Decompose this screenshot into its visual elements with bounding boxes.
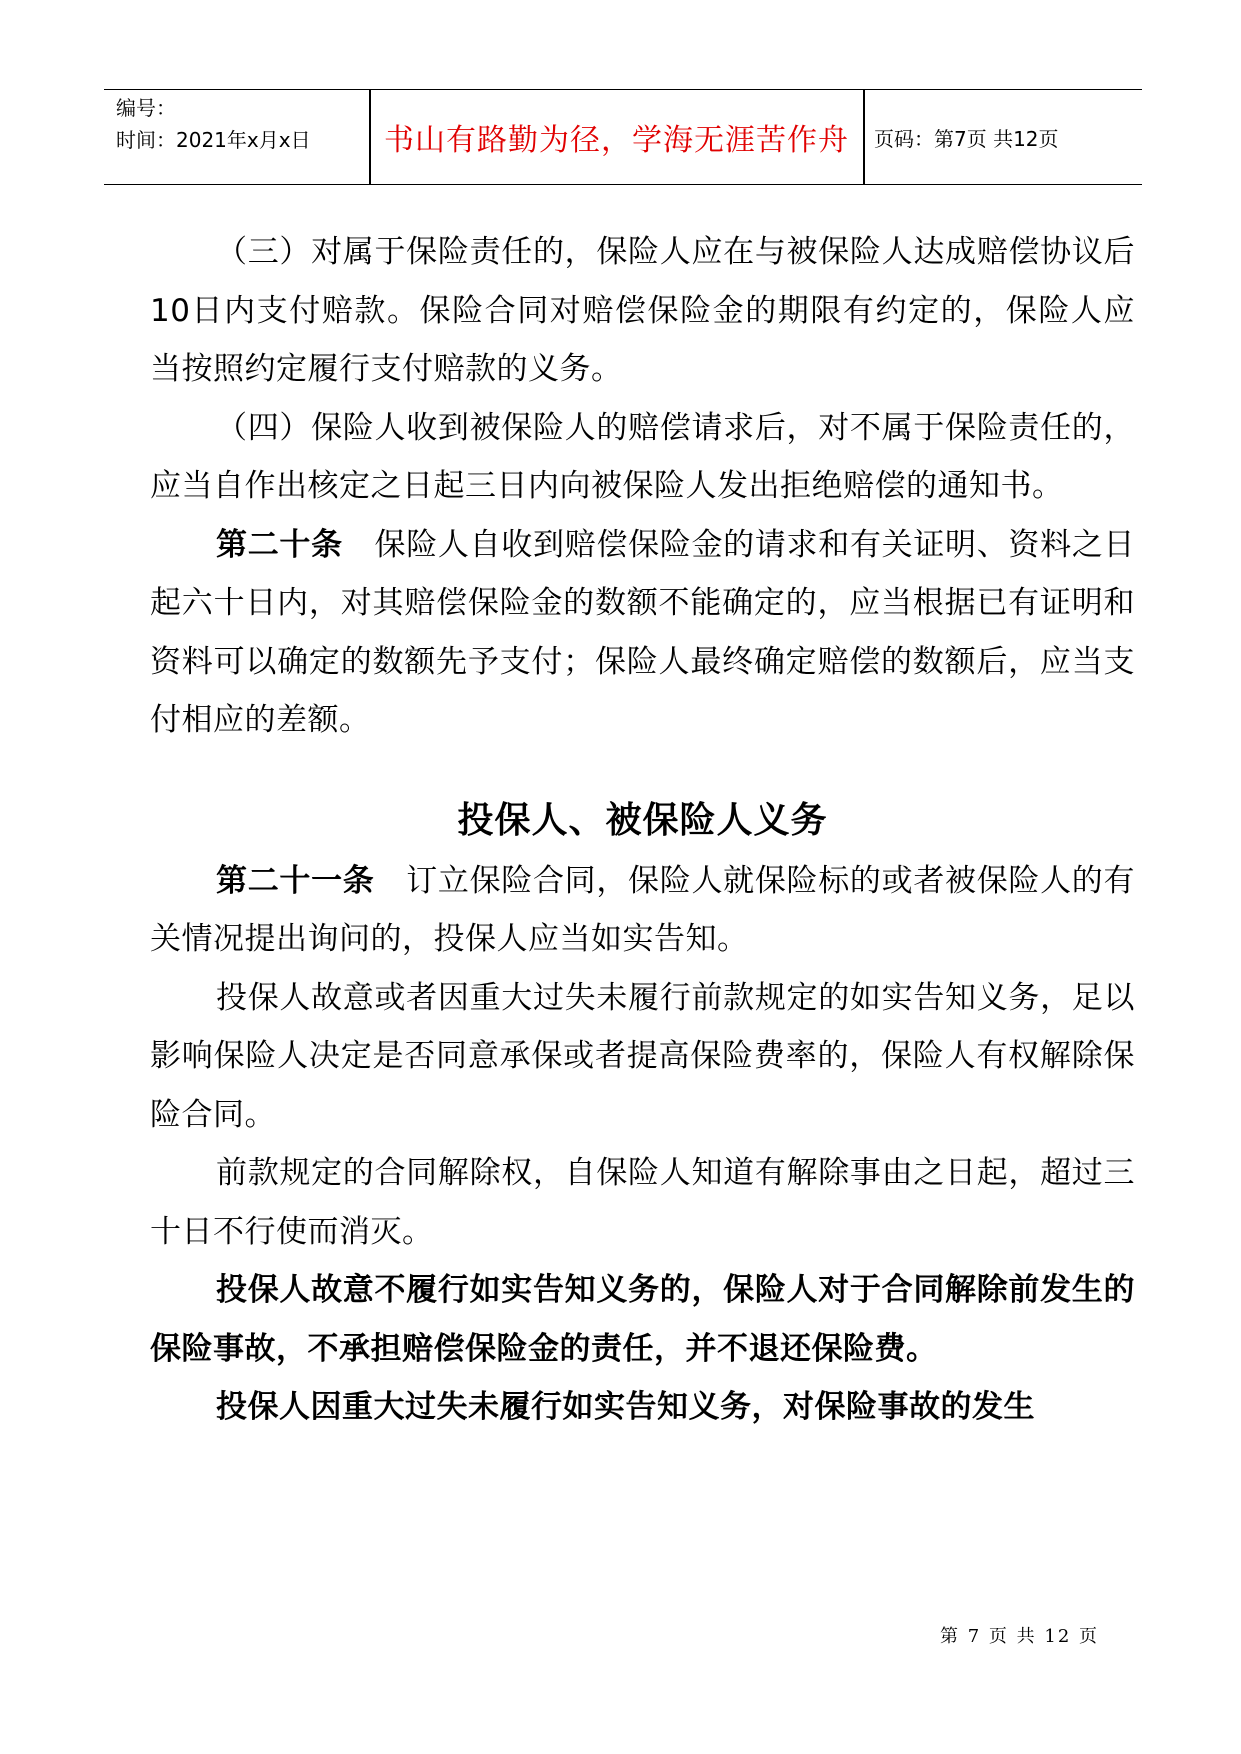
page-header [104, 89, 1142, 185]
paragraph-clause-4: （四）保险人收到被保险人的赔偿请求后，对不属于保险责任的，应当自作出核定之日起三日内向被保险人发出拒绝赔偿的通知书。 [150, 409, 1135, 504]
paragraph-clause-3: （三）对属于保险责任的，保险人应在与被保险人达成赔偿协议后10日内支付赔款。保险合同对赔偿保险金的期限有约定的，保险人应当按照约定履行支付赔款的义务。 [150, 234, 1135, 387]
header-divider [863, 90, 865, 184]
header-code-label: 编号： [116, 96, 176, 120]
header-time-label: 时间：2021年x月x日 [116, 128, 311, 152]
article-20-text: 保险人自收到赔偿保险金的请求和有关证明、资料之日起六十日内，对其赔偿保险金的数额不能确定的，应当根据已有证明和资料可以确定的数额先予支付；保险人最终确定赔偿的数额后，应当支付相应的差额。 [150, 526, 1136, 738]
paragraph-intentional-breach: 投保人故意不履行如实告知义务的，保险人对于合同解除前发生的保险事故，不承担赔偿保险金的责任，并不退还保险费。 [150, 1272, 1135, 1367]
header-meta [116, 92, 311, 156]
paragraph-disclosure-duty: 投保人故意或者因重大过失未履行前款规定的如实告知义务，足以影响保险人决定是否同意承保或者提高保险费率的，保险人有权解除保险合同。 [150, 979, 1135, 1133]
paragraph-termination-right: 前款规定的合同解除权，自保险人知道有解除事由之日起，超过三十日不行使而消灭。 [150, 1155, 1135, 1250]
article-21-text: 订立保险合同，保险人就保险标的或者被保险人的有关情况提出询问的，投保人应当如实告知。 [150, 862, 1136, 957]
paragraph-gross-negligence: 投保人因重大过失未履行如实告知义务，对保险事故的发生 [216, 1389, 1035, 1425]
page-footer: 第 7 页 共 12 页 [940, 1626, 1099, 1647]
header-motto: 书山有路勤为径，学海无涯苦作舟 [384, 123, 849, 158]
section-title: 投保人、被保险人义务 [457, 798, 828, 841]
article-21 [150, 852, 1135, 969]
article-20 [150, 516, 1135, 750]
article-20-label: 第二十条 [216, 526, 343, 563]
article-21-label: 第二十一条 [216, 862, 375, 899]
document-body [150, 223, 1135, 1437]
header-page-info: 页码：第7页 共12页 [874, 126, 1059, 151]
